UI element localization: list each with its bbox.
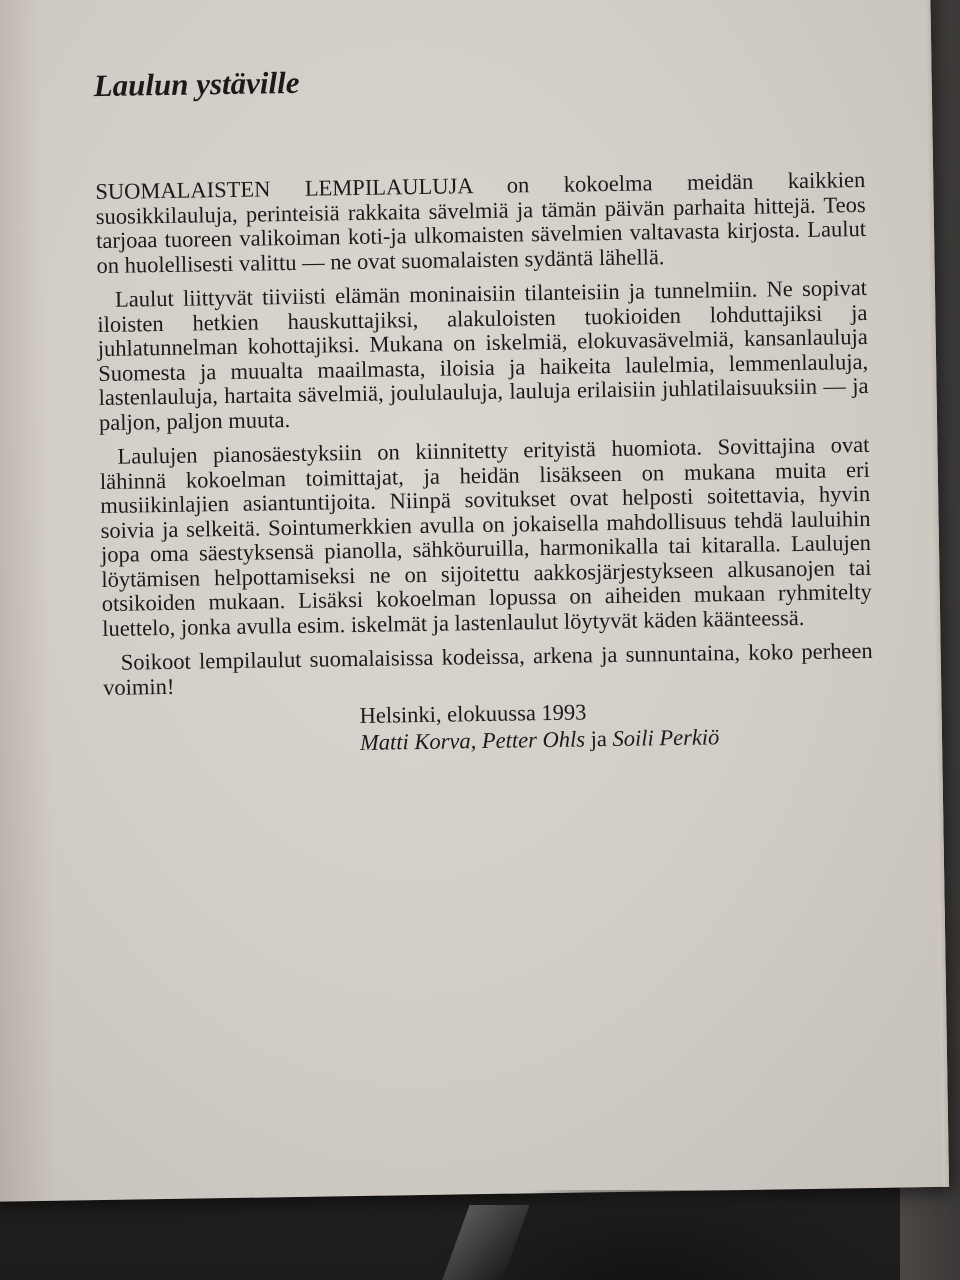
page-text	[93, 56, 874, 760]
paragraph-intro: SUOMALAISTEN LEMPILAULUJA on kokoelma meidän kaikkien suosikkilauluja, perinteisiä rakkaita sävelmiä ja tämän päivän parhaita hittejä. Teos tarjoaa tuoreen valikoiman koti-ja ulkomaisten sävelmien valtavasta kirjosta. Laulut on huolellisesti valittu — ne ovat suomalaisten sydäntä lähellä.	[95, 166, 867, 278]
page-title: Laulun ystäville	[93, 64, 300, 104]
signature-place-date: Helsinki, elokuussa 1993	[359, 699, 587, 728]
signature-block	[359, 694, 874, 756]
signature-names-last: Soili Perkiö	[612, 724, 720, 752]
paragraph-arrangements: Laulujen pianosäestyksiin on kiinnitetty erityistä huomiota. Sovittajina ovat lähinnä kokoelman toimittajat, ja heidän lisäkseen on mukana muita eri musiikinlajien asiantuntijoita. Niinpä sovitukset ovat helposti soitettavia, hyvin soivia ja selkeitä. Sointumerkkien avulla on jokaisella mahdollisuus tehdä lauluihin jopa oma säestyksensä pianolla, sähköuruilla, harmonikalla tai kitaralla. Laulujen löytämisen helpottamiseksi ne on sijoitettu aakkosjärjestykseen alkusanojen tai otsikoiden mukaan. Lisäksi kokoelman lopussa on aiheiden mukaan ryhmitelty luettelo, jonka avulla esim. iskelmät ja lastenlaulut löytyvät käden käänteessä.	[99, 431, 872, 641]
page-gutter-shadow	[0, 0, 59, 1202]
signature-names-first: Matti Korva, Petter Ohls	[359, 726, 586, 755]
signature-conjunction: ja	[590, 726, 608, 752]
paragraph-situations: Laulut liittyvät tiiviisti elämän moninaisiin tilanteisiin ja tunnelmiin. Ne sopivat iloisten hetkien hauskuttajiksi, alakuloisten tuokioiden lohduttajiksi ja juhlatunnelman kohottajiksi. Mukana on iskelmiä, elokuvasävelmiä, kansanlauluja Suomesta ja muualta maailmasta, iloisia ja haikeita laulelmia, lemmenlauluja, lastenlauluja, hartaita sävelmiä, joululauluja, lauluja erilaisiin juhlatilaisuuksiin — ja paljon, paljon muuta.	[97, 274, 869, 435]
paragraph-closing: Soikoot lempilaulut suomalaisissa kodeissa, arkena ja sunnuntaina, koko perheen voimin!	[102, 637, 873, 700]
